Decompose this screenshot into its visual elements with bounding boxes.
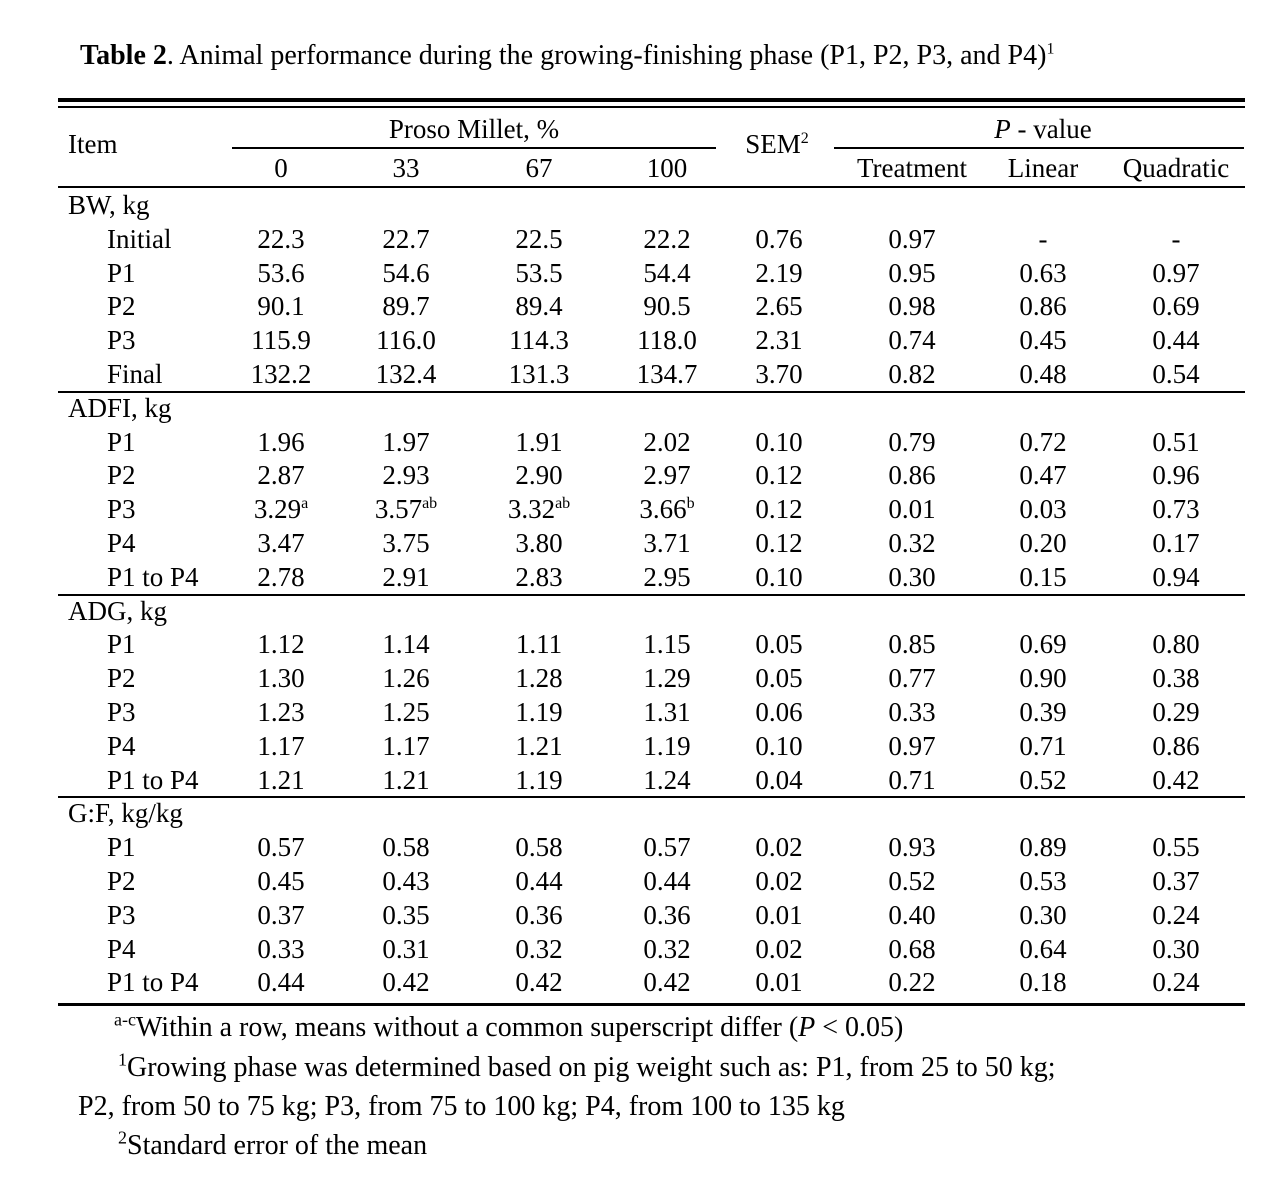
pvalue-cell: 0.97 [888,730,936,761]
section-divider [58,391,1245,393]
value-cell: 2.87 [257,460,305,491]
value-cell: 0.35 [382,899,430,930]
value-cell: 2.91 [382,561,430,592]
row-label: P3 [107,325,136,356]
pvalue-cell: 0.69 [1019,629,1067,660]
sem-cell: 3.70 [755,359,803,389]
value-cell: 0.57 [257,832,305,863]
pvalue-cell: - [1038,223,1048,254]
pvalue-cell: 0.73 [1152,494,1200,525]
pvalue-cell: 0.86 [1152,730,1200,761]
pvalue-cell: 0.86 [888,460,936,491]
value-cell: 2.93 [382,460,430,491]
superscript-letter: ab [555,495,571,513]
pvalue-cell: 0.53 [1019,866,1067,896]
value-cell: 0.37 [257,899,305,930]
header-pvalue: P - value [994,114,1092,144]
value-cell: 2.83 [515,561,563,592]
value-cell: 2.97 [643,460,691,491]
value-cell: 132.4 [375,359,437,389]
value-cell: 1.24 [643,764,691,795]
pvalue-cell: 0.17 [1152,528,1200,558]
pvalue-cell: 0.52 [1019,764,1067,795]
value-cell: 3.80 [515,528,563,558]
value-cell: 2.02 [643,426,691,457]
sem-cell: 0.12 [755,494,803,525]
superscript-letter: a [301,495,309,513]
pvalue-cell: 0.80 [1152,629,1200,660]
value-cell: 1.21 [515,730,563,761]
value-cell: 134.7 [636,359,698,389]
pvalue-cell: 0.30 [1152,933,1200,964]
row-label: P1 to P4 [107,764,199,795]
value-cell: 22.2 [643,223,691,254]
footnote-sem: $^2$Standard error of the mean [118,1127,428,1161]
value-cell: 1.28 [515,663,563,694]
pvalue-cell: 0.97 [1152,257,1200,288]
pvalue-cell: 0.32 [888,528,936,558]
value-cell: 0.43 [382,866,430,896]
section-divider [58,796,1245,798]
pvalue-cell: 0.37 [1152,866,1200,896]
value-cell: 1.97 [382,426,430,457]
value-cell: 3.57$^{ab}$ [374,494,438,525]
value-cell: 0.58 [515,832,563,863]
value-cell: 0.45 [257,866,305,896]
value-cell: 89.4 [515,291,563,322]
pvalue-cell: 0.89 [1019,832,1067,863]
value-cell: 2.78 [257,561,305,592]
pvalue-cell: 0.48 [1019,359,1067,389]
header-level-0: 0 [274,153,288,183]
pvalue-cell: 0.71 [888,764,936,795]
row-label: P2 [107,460,136,491]
value-cell: 3.66$^b$ [639,494,695,525]
pvalue-cell: 0.63 [1019,257,1067,288]
sem-cell: 0.02 [755,866,803,896]
row-label: P4 [107,730,136,761]
sem-cell: 0.02 [755,933,803,964]
proso-millet-underline [232,147,716,149]
value-cell: 1.25 [382,697,430,727]
value-cell: 1.11 [515,629,563,660]
pvalue-cell: 0.24 [1152,899,1200,930]
header-sem: SEM$^2$ [745,129,809,159]
row-label: P1 [107,257,136,288]
section-title: ADG, kg [68,595,167,626]
value-cell: 2.90 [515,460,563,491]
value-cell: 53.6 [257,257,305,288]
caption-footnote-mark: 1 [1046,40,1055,58]
value-cell: 2.95 [643,561,691,592]
header-pcol-treatment: Treatment [857,153,967,183]
value-cell: 0.44 [257,967,305,998]
pvalue-cell: 0.90 [1019,663,1067,694]
value-cell: 1.19 [515,764,563,795]
value-cell: 22.5 [515,223,563,254]
pvalue-cell: 0.45 [1019,325,1067,356]
sem-cell: 0.12 [755,460,803,491]
pvalue-cell: 0.30 [1019,899,1067,930]
value-cell: 1.96 [257,426,305,457]
header-level-67: 67 [525,153,553,183]
sem-cell: 0.04 [755,764,803,795]
row-label: P3 [107,697,136,727]
header-pcol-linear: Linear [1007,153,1079,183]
sem-cell: 0.05 [755,663,803,694]
top-rule [58,98,1245,102]
row-label: P4 [107,933,136,964]
value-cell: 3.32$^{ab}$ [507,494,571,525]
value-cell: 1.30 [257,663,305,694]
superscript-letter: ab [422,495,438,513]
pvalue-cell: 0.01 [888,494,936,525]
row-label: P1 [107,832,136,863]
pvalue-cell: 0.52 [888,866,936,896]
pvalue-underline [834,147,1244,149]
pvalue-cell: 0.74 [888,325,936,356]
pvalue-cell: - [1171,223,1181,254]
value-cell: 1.31 [643,697,691,727]
pvalue-cell: 0.51 [1152,426,1200,457]
value-cell: 1.19 [643,730,691,761]
value-cell: 118.0 [637,325,697,356]
pvalue-cell: 0.93 [888,832,936,863]
value-cell: 1.19 [515,697,563,727]
header-level-33: 33 [392,153,420,183]
pvalue-cell: 0.47 [1019,460,1067,491]
sem-cell: 0.10 [755,426,803,457]
pvalue-cell: 0.29 [1152,697,1200,727]
value-cell: 22.7 [382,223,430,254]
section-divider [58,594,1245,596]
pvalue-cell: 0.68 [888,933,936,964]
value-cell: 1.17 [382,730,430,761]
value-cell: 53.5 [515,257,563,288]
value-cell: 1.91 [515,426,563,457]
value-cell: 0.36 [643,899,691,930]
value-cell: 115.9 [251,325,311,356]
sem-cell: 0.10 [755,561,803,592]
row-label: P2 [107,291,136,322]
bottom-rule [58,1003,1245,1006]
pvalue-cell: 0.82 [888,359,936,389]
pvalue-cell: 0.55 [1152,832,1200,863]
pvalue-cell: 0.77 [888,663,936,694]
sem-cell: 2.31 [755,325,803,356]
pvalue-cell: 0.72 [1019,426,1067,457]
row-label: P3 [107,899,136,930]
pvalue-cell: 0.30 [888,561,936,592]
pvalue-cell: 0.20 [1019,528,1067,558]
sem-cell: 0.10 [755,730,803,761]
top-rule-inner [58,106,1245,108]
pvalue-cell: 0.39 [1019,697,1067,727]
footnote-growing-phase-cont: P2, from 50 to 75 kg; P3, from 75 to 100 kg; P4, from 100 to 135 kg [78,1091,845,1122]
value-cell: 54.4 [643,257,691,288]
pvalue-cell: 0.94 [1152,561,1200,592]
row-label: Initial [107,223,172,254]
value-cell: 1.21 [257,764,305,795]
pvalue-cell: 0.64 [1019,933,1067,964]
row-label: P3 [107,494,136,525]
pvalue-cell: 0.86 [1019,291,1067,322]
value-cell: 3.75 [382,528,430,558]
value-cell: 54.6 [382,257,430,288]
pvalue-cell: 0.44 [1152,325,1200,356]
sem-cell: 0.02 [755,832,803,863]
pvalue-cell: 0.42 [1152,764,1200,795]
value-cell: 0.36 [515,899,563,930]
value-cell: 1.29 [643,663,691,694]
pvalue-cell: 0.54 [1152,359,1200,389]
value-cell: 114.3 [509,325,569,356]
caption-text: . Animal performance during the growing-finishing phase (P1, P2, P3, and P4) [166,40,1047,71]
value-cell: 1.23 [257,697,305,727]
value-cell: 0.44 [515,866,563,896]
pvalue-cell: 0.33 [888,697,936,727]
value-cell: 0.57 [643,832,691,863]
table-caption [80,36,1260,76]
row-label: P2 [107,866,136,896]
sem-cell: 2.19 [755,257,803,288]
superscript-letter: b [686,495,695,513]
header-pcol-quadratic: Quadratic [1122,153,1230,183]
header-level-100: 100 [646,153,688,183]
sem-cell: 0.76 [755,223,803,254]
value-cell: 1.21 [382,764,430,795]
value-cell: 90.5 [643,291,691,322]
pvalue-cell: 0.15 [1019,561,1067,592]
pvalue-cell: 0.85 [888,629,936,660]
value-cell: 3.47 [257,528,305,558]
row-label: P1 to P4 [107,967,199,998]
value-cell: 0.32 [515,933,563,964]
value-cell: 0.42 [382,967,430,998]
pvalue-cell: 0.95 [888,257,936,288]
value-cell: 0.33 [257,933,305,964]
value-cell: 0.31 [382,933,430,964]
value-cell: 22.3 [257,223,305,254]
value-cell: 90.1 [257,291,305,322]
value-cell: 1.12 [257,629,305,660]
header-item: Item [68,129,118,159]
row-label: P2 [107,663,136,694]
value-cell: 3.29$^a$ [253,494,309,525]
pvalue-cell: 0.98 [888,291,936,322]
row-label: Final [107,359,163,389]
value-cell: 1.15 [643,629,691,660]
sem-cell: 0.12 [755,528,803,558]
value-cell: 132.2 [250,359,312,389]
sem-cell: 0.05 [755,629,803,660]
value-cell: 0.42 [515,967,563,998]
sem-cell: 0.06 [755,697,803,727]
value-cell: 0.32 [643,933,691,964]
value-cell: 1.14 [382,629,430,660]
section-title: G:F, kg/kg [68,798,183,829]
pvalue-cell: 0.03 [1019,494,1067,525]
pvalue-cell: 0.22 [888,967,936,998]
value-cell: 0.42 [643,967,691,998]
value-cell: 89.7 [382,291,430,322]
header-proso-millet: Proso Millet, % [388,114,560,144]
value-cell: 131.3 [508,359,570,389]
value-cell: 3.71 [643,528,691,558]
row-label: P1 [107,426,136,457]
sem-cell: 0.01 [755,967,803,998]
value-cell: 0.58 [382,832,430,863]
row-label: P1 [107,629,136,660]
pvalue-cell: 0.38 [1152,663,1200,694]
pvalue-cell: 0.69 [1152,291,1200,322]
table-label: Table 2 [80,40,167,71]
pvalue-cell: 0.24 [1152,967,1200,998]
section-title: BW, kg [68,190,150,220]
value-cell: 116.0 [376,325,436,356]
section-title: ADFI, kg [68,392,172,423]
footnote-growing-phase: $^1$Growing phase was determined based on pig weight such as: P1, from 25 to 50 kg; [118,1049,1056,1083]
pvalue-cell: 0.96 [1152,460,1200,491]
header-bottom-rule [58,186,1245,188]
pvalue-cell: 0.97 [888,223,936,254]
value-cell: 1.26 [382,663,430,694]
value-cell: 1.17 [257,730,305,761]
sem-cell: 0.01 [755,899,803,930]
pvalue-cell: 0.71 [1019,730,1067,761]
row-label: P4 [107,528,136,558]
pvalue-cell: 0.18 [1019,967,1067,998]
pvalue-cell: 0.40 [888,899,936,930]
footnote-significance: $^{a-c}$Within a row, means without a common superscript differ (P < 0.05) [114,1009,904,1043]
row-label: P1 to P4 [107,561,199,592]
value-cell: 0.44 [643,866,691,896]
sem-cell: 2.65 [755,291,803,322]
pvalue-cell: 0.79 [888,426,936,457]
